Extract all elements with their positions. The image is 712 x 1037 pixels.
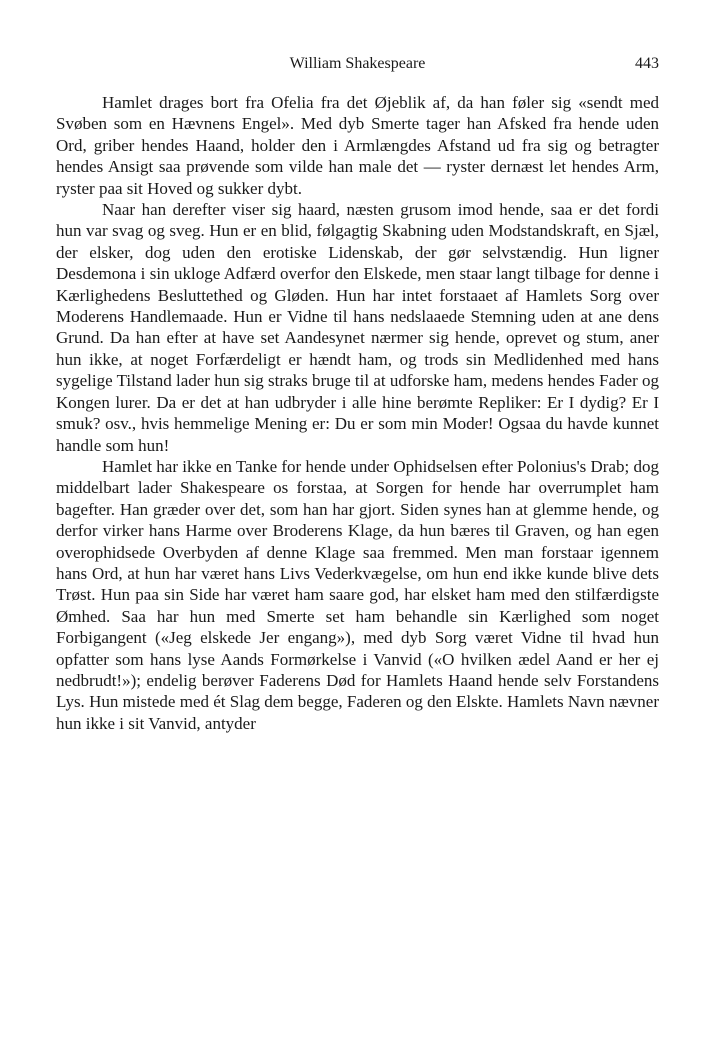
running-title: William Shakespeare (289, 55, 426, 72)
body-text (56, 92, 659, 734)
paragraph: Hamlet har ikke en Tanke for hende under Ophidselsen efter Polonius's Drab; dog middelbart lader Shakespeare os forstaa, at Sorgen for hende har overrumplet ham bagefter. Han græder over det, som han har gjort. Siden synes han at glemme hende, og derfor virker hans Harme over Broderens Klage, da hun bæres til Graven, og han egen overophidsede Overbyden af denne Klage saa fremmed. Men man forstaar igennem hans Ord, at hun har været hans Livs Vederkvægelse, om hun end ikke kunde blive dets Trøst. Hun paa sin Side har været ham saare god, har elsket ham med den stilfærdigste Ømhed. Saa har hun med Smerte set ham behandle sin Kærlighed som noget Forbigangent («Jeg elskede Jer engang»), med dyb Sorg været Vidne til hvad hun opfatter som hans lyse Aands Formørkelse i Vanvid («O hvilken ædel Aand er her ej nedbrudt!»); endelig berøver Faderens Død for Hamlets Haand hende selv Forstandens Lys. Hun mistede med ét Slag dem begge, Faderen og den Elskte. Hamlets Navn nævner hun ikke i sit Vanvid, antyder (56, 456, 659, 733)
paragraph: Naar han derefter viser sig haard, næsten grusom imod hende, saa er det fordi hun var svag og sveg. Hun er en blid, følgagtig Skabning uden Modstandskraft, en Sjæl, der elsker, dog uden den erotiske Lidenskab, der gør selvstændig. Hun ligner Desdemona i sin ukloge Adfærd overfor den Elskede, men staar langt tilbage for denne i Kærlighedens Besluttethed og Gløden. Hun har intet forstaaet af Hamlets Sorg over Moderens Handlemaade. Hun er Vidne til hans nedslaaede Stemning uden at ane dens Grund. Da han efter at have set Aandesynet nærmer sig hende, oprevet og stum, aner hun ikke, at noget Forfærdeligt er hændt ham, og trods sin Medlidenhed med hans sygelige Tilstand lader hun sig straks bruge til at udforske ham, medens hendes Fader og Kongen lurer. Da er det at han udbryder i alle hine berømte Repliker: Er I dydig? Er I smuk? osv., hvis hemmelige Mening er: Du er som min Moder! Ogsaa du havde kunnet handle som hun! (56, 200, 659, 455)
running-header (56, 55, 659, 79)
paragraph: Hamlet drages bort fra Ofelia fra det Øjeblik af, da han føler sig «sendt med Svøben som en Hævnens Engel». Med dyb Smerte tager han Afsked fra hende uden Ord, griber hendes Haand, holder den i Armlængdes Afstand ud fra sig og betragter hendes Ansigt saa prøvende som vilde han male det — ryster dernæst let hendes Arm, ryster paa sit Hoved og sukker dybt. (56, 93, 659, 198)
page-number: 443 (635, 55, 659, 72)
